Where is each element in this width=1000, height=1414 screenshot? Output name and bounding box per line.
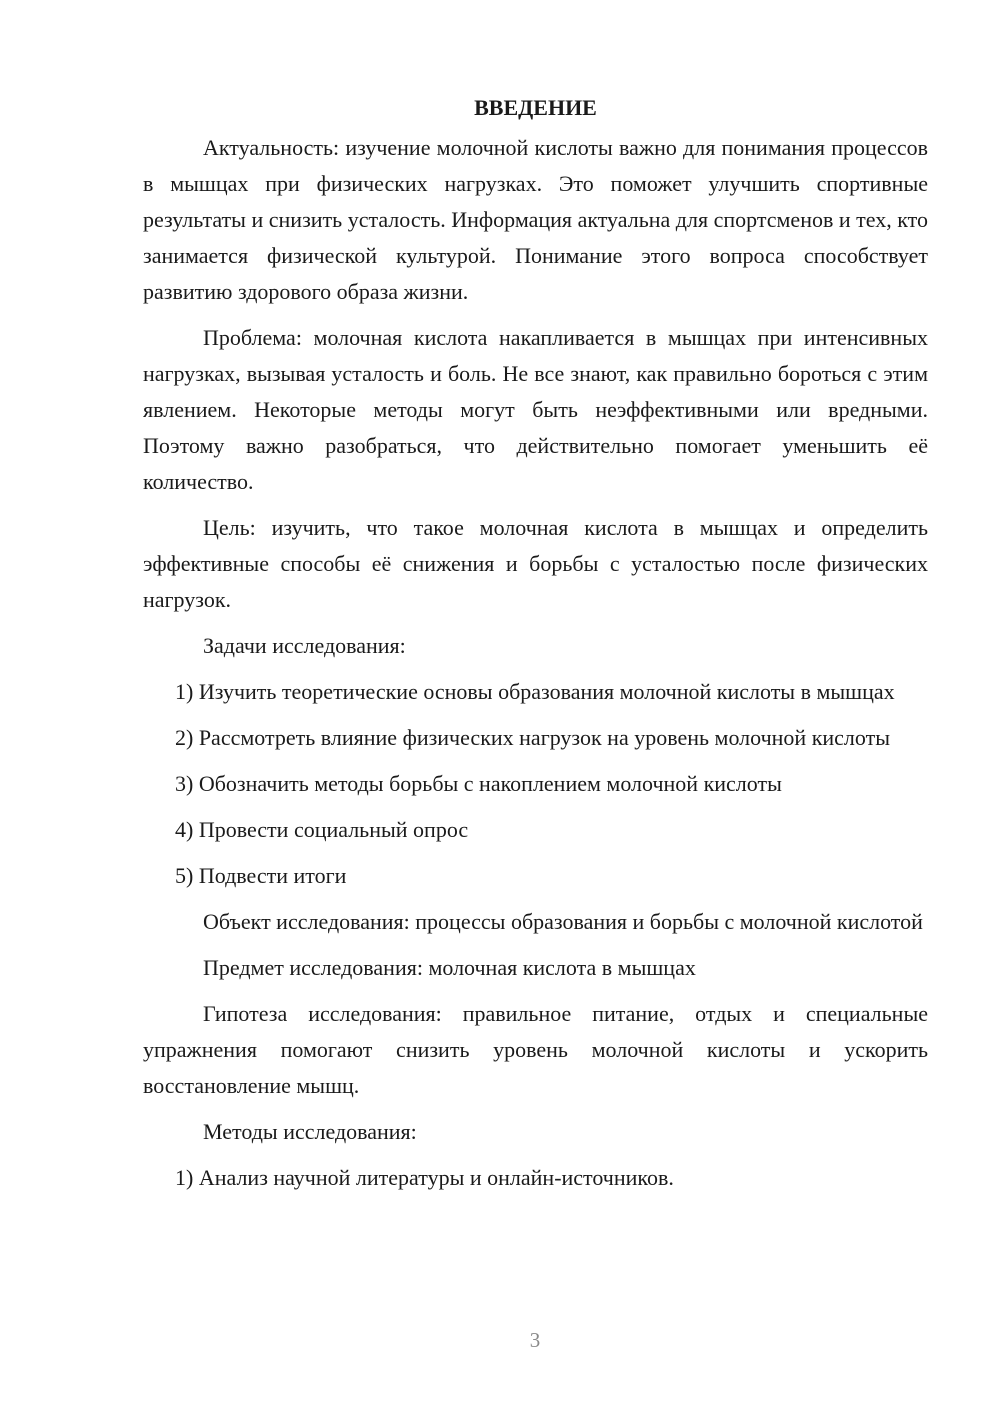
paragraph-subject: Предмет исследования: молочная кислота в мышцах xyxy=(203,955,696,980)
task-item-3: 3) Обозначить методы борьбы с накоплением молочной кислоты xyxy=(175,771,782,796)
paragraph-hypothesis: Гипотеза исследования: правильное питание, отдых и специальные упражнения помогают снизить уровень молочной кислоты и ускорить восстановление мышц. xyxy=(143,1001,928,1098)
page-title: ВВЕДЕНИЕ xyxy=(474,95,597,120)
method-item-1: 1) Анализ научной литературы и онлайн-источников. xyxy=(175,1165,674,1190)
task-item-1: 1) Изучить теоретические основы образования молочной кислоты в мышцах xyxy=(175,679,895,704)
tasks-heading: Задачи исследования: xyxy=(203,633,406,658)
page-content xyxy=(143,90,928,1206)
paragraph-relevance: Актуальность: изучение молочной кислоты важно для понимания процессов в мышцах при физических нагрузках. Это поможет улучшить спортивные результаты и снизить усталость. Информация актуальна для спортсменов и тех, кто занимается физической культурой. Понимание этого вопроса способствует развитию здорового образа жизни. xyxy=(143,135,928,304)
paragraph-problem: Проблема: молочная кислота накапливается в мышцах при интенсивных нагрузках, вызывая усталость и боль. Не все знают, как правильно бороться с этим явлением. Некоторые методы могут быть неэффективными или вредными. Поэтому важно разобраться, что действительно помогает уменьшить её количество. xyxy=(143,325,928,494)
paragraph-goal: Цель: изучить, что такое молочная кислота в мышцах и определить эффективные способы её снижения и борьбы с усталостью после физических нагрузок. xyxy=(143,515,928,612)
methods-heading: Методы исследования: xyxy=(203,1119,417,1144)
page-number: 3 xyxy=(529,1328,541,1352)
paragraph-object: Объект исследования: процессы образования и борьбы с молочной кислотой xyxy=(203,909,923,934)
task-item-5: 5) Подвести итоги xyxy=(175,863,347,888)
task-item-4: 4) Провести социальный опрос xyxy=(175,817,469,842)
task-item-2: 2) Рассмотреть влияние физических нагрузок на уровень молочной кислоты xyxy=(175,725,891,750)
